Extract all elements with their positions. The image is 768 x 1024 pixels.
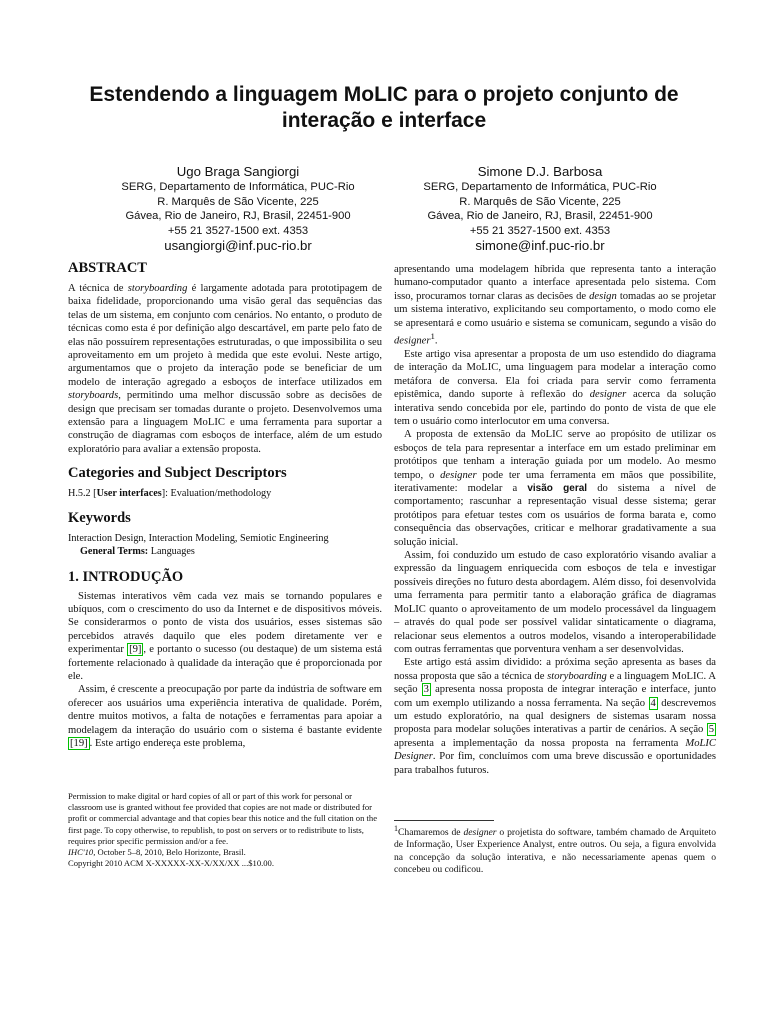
- keywords-heading: Keywords: [68, 509, 131, 526]
- keywords-text: Interaction Design, Interaction Modeling, Semiotic Engineering: [68, 532, 329, 544]
- categories-text: H.5.2 [User interfaces]: Evaluation/methodology: [68, 488, 272, 500]
- section-link[interactable]: 4: [650, 697, 656, 709]
- author-city: Gávea, Rio de Janeiro, RJ, Brasil, 22451-900: [427, 210, 653, 222]
- intro-paragraph-1: Sistemas interativos vêm cada vez mais se tornando populares e ubíquos, com o crescimento do uso da Internet e de dispositivos móveis. Se considerarmos o ponto de vista dos usuários, esses sistemas são percebidos através daquilo que eles podem diretamente ver e experimentar [9] , e portanto o sucesso (ou destaque) de um sistema está fortemente relacionado à qualidade da interação que é proporcionada por ele.: [68, 590, 383, 682]
- left-column: [68, 260, 382, 750]
- author-phone: +55 21 3527-1500 ext. 4353: [167, 224, 309, 237]
- author-block-2: [380, 163, 700, 254]
- author-name: Simone D.J. Barbosa: [477, 164, 603, 179]
- author-phone: +55 21 3527-1500 ext. 4353: [469, 224, 611, 237]
- section-link[interactable]: 3: [423, 684, 429, 696]
- permission-text: Permission to make digital or hard copies of all or part of this work for personal or classroom use is granted without fee provided that copies are not made or distributed for profit or commercial advantage and that copies bear this notice and the full citation on the first page. To copy otherwise, to republish, to post on servers or to redistribute to lists, requires prior specific permission and/or a fee.: [68, 791, 378, 846]
- right-paragraph-2: Este artigo visa apresentar a proposta de um uso estendido do diagrama de interação da MoLIC, uma linguagem para modelar a interação como metáfora de conversa. Ela foi criada para servir como ferramenta epistêmica, dando suporte à reflexão do designer acerca da solução interativa sendo concebida por ele, partindo do ponto de vista de que ele tem o usuário como interlocutor em uma conversa.: [394, 348, 716, 427]
- intro-heading: 1. INTRODUÇÃO: [68, 568, 184, 585]
- categories-heading: Categories and Subject Descriptors: [68, 465, 287, 482]
- venue-line: IHC'10, October 5–8, 2010, Belo Horizonte, Brasil.: [68, 847, 246, 858]
- general-terms: General Terms: Languages: [80, 546, 195, 558]
- citation-link[interactable]: [9]: [129, 644, 142, 656]
- author-address: R. Marquês de São Vicente, 225: [157, 195, 319, 208]
- permission-notice: [68, 791, 380, 869]
- right-paragraph-3: A proposta de extensão da MoLIC serve ao propósito de utilizar os esboços de tela para representar a interface em um estado preliminar em protótipos que tenham a interação guiada por um modelo. Ao mesmo tempo, o designer pode ter uma ferramenta em mãos que possibilite, iterativamente: modelar a visão geral do sistema a nível de comportamento; rascunhar a representação visual desse sistema; gerar protótipos para efetuar testes com os usuários de forma barata e, como consequência das observações, criticar e melhorar gradativamente a sua solução inicial.: [394, 429, 716, 548]
- intro-paragraph-2: Assim, é crescente a preocupação por parte da indústria de software em oferecer aos usuários uma experiência interativa de qualidade. Porém, dentre muitos motivos, a falta de notações e ferramentas para apoiar a modelagem da interação do usuário com o sistema é bastante evidente [19] . Este artigo endereça este problema,: [68, 684, 382, 749]
- author-city: Gávea, Rio de Janeiro, RJ, Brasil, 22451-900: [125, 210, 351, 222]
- abstract-text: A técnica de storyboarding é largamente adotada para prototipagem de baixa fidelidade, proporcionando uma visão geral das sequências das telas de um sistema, em conjunto com cenários. No entanto, o produto de técnicas como esta é por definição algo descartável, em parte pelo fato de elas não possuírem representações estruturadas, o que impossibilita o seu aproveitamento em um projeto à medida que este evolui. Neste artigo, argumentamos que o projeto da interação pode se beneficiar de um modelo de interação agregado a esboços de interface utilizados em storyboards, permitindo uma melhor discussão sobre as decisões de design que precisam ser tomadas durante o projeto. Desenvolvemos uma extensão para a linguagem MoLIC e uma ferramenta para suportar a construção de diagramas com esboços de interface, além de um estudo exploratório para avaliar a extensão proposta.: [68, 283, 382, 455]
- footnote: $^1$Chamaremos de designer o projetista do software, também chamado de Arquiteto de Informação, User Experience Analyst, entre outros. Ou seja, a figura envolvida na concepção da solução interativa, e não necessariamente apenas quem o concebeu ou codificou.: [394, 824, 716, 875]
- right-paragraph-5: Este artigo está assim dividido: a próxima seção apresenta as bases da nossa proposta que são a técnica de storyboarding e a linguagem MoLIC. A seção 3 apresenta nossa proposta de integrar interação e interface, junto com um exemplo utilizando a nossa ferramenta. Na seção 4 descrevemos um estudo exploratório, na qual designers de sistemas usaram nossa proposta para modelar soluções interativas a partir de cenários. A seção 5 apresenta a implementação da nossa proposta na ferramenta MoLIC Designer. Por fim, concluímos com uma breve discussão e oportunidades para trabalhos futuros.: [394, 657, 716, 776]
- citation-link[interactable]: [19]: [70, 737, 88, 749]
- author-email[interactable]: simone@inf.puc-rio.br: [475, 238, 605, 253]
- right-paragraph-4: Assim, foi conduzido um estudo de caso exploratório visando avaliar a expressão da linguagem enriquecida com esboços de tela e investigar possíveis direções no futuro desta abordagem. Além disso, foi desenvolvida uma ferramenta para permitir tanto a elaboração gráfica de diagramas MoLIC quanto o aproveitamento de um modelo processável da linguagem – através do qual pode ser possível validar sintaticamente o diagrama, relacionar seus elementos a outros modelos, visando a interoperabilidade com outras ferramentas que porventura venham a ser desenvolvidas.: [394, 550, 716, 655]
- author-affiliation: SERG, Departamento de Informática, PUC-Rio: [121, 181, 355, 193]
- right-column: [394, 263, 716, 777]
- right-paragraph-1: apresentando uma modelagem híbrida que representa tanto a interação humano-computador quanto a interface apresentada pelo sistema. Com isso, procuramos tornar claras as decisões de design tomadas ao se projetar um sistema interativo, explicitando seu comportamento, o modo como ele se apresentará e como usuário e sistema se comunicam, segundo a visão do designer$^1$.: [394, 264, 716, 347]
- author-address: R. Marquês de São Vicente, 225: [459, 195, 621, 208]
- author-block-1: [78, 163, 398, 254]
- footnote-divider: [394, 820, 494, 821]
- author-email[interactable]: usangiorgi@inf.puc-rio.br: [164, 238, 312, 253]
- author-name: Ugo Braga Sangiorgi: [176, 164, 300, 179]
- footnote-marker[interactable]: 1: [430, 331, 435, 342]
- paper-title: Estendendo a linguagem MoLIC para o projeto conjunto de interação e interface: [89, 83, 679, 132]
- abstract-heading: ABSTRACT: [68, 260, 147, 276]
- section-link[interactable]: 5: [708, 724, 714, 736]
- author-affiliation: SERG, Departamento de Informática, PUC-Rio: [423, 181, 657, 193]
- footnote-number: 1: [394, 824, 398, 833]
- copyright-line: Copyright 2010 ACM X-XXXXX-XX-X/XX/XX ...$10.00.: [68, 858, 275, 869]
